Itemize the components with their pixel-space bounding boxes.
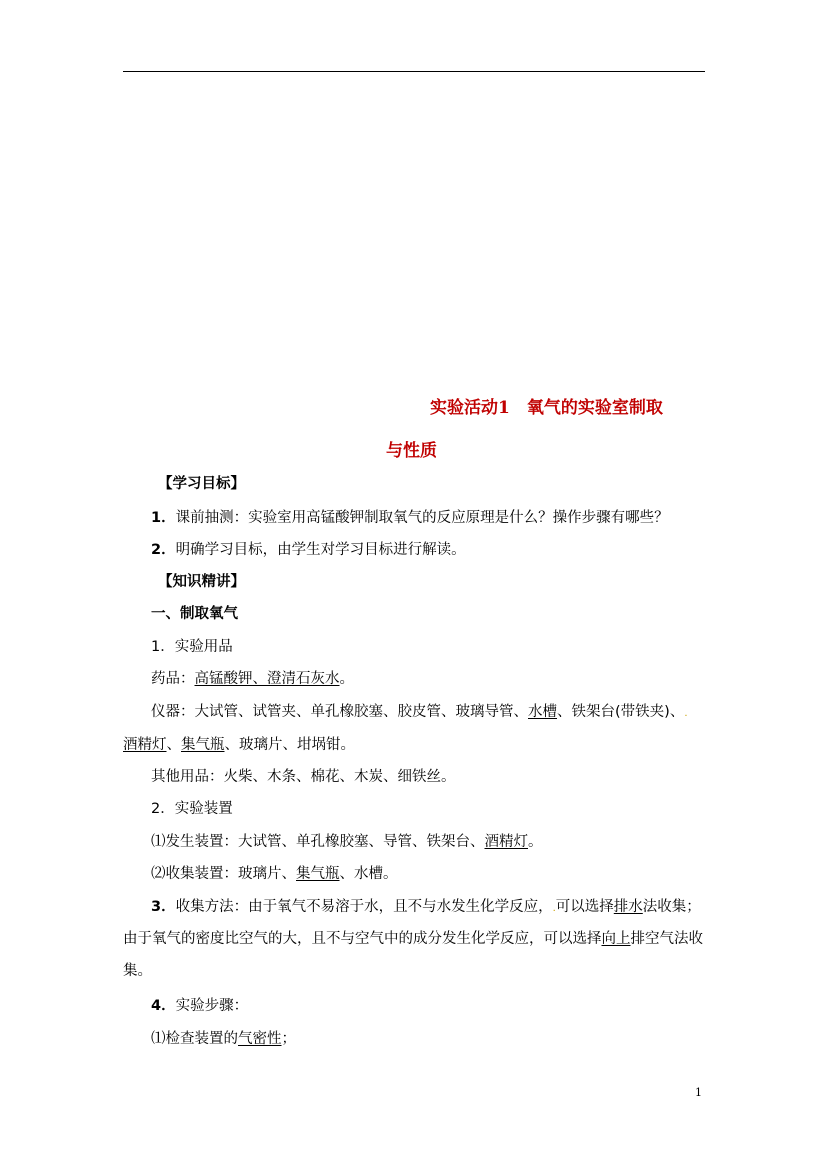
step-1: [151, 1029, 296, 1049]
instruments-answer-1: 水槽: [528, 704, 557, 720]
item-4-text: 实验步骤：: [175, 998, 249, 1014]
instruments-line-2: [123, 735, 355, 755]
instruments-answer-2: 酒精灯: [123, 737, 167, 753]
page-number: 1: [695, 1086, 702, 1099]
goal-2-number: 2．: [151, 542, 176, 558]
drugs-line: [151, 669, 354, 689]
item-4-number: 4．: [151, 998, 176, 1014]
item-3-answer-2: 向上: [601, 931, 631, 947]
goal-1: [151, 508, 669, 528]
part-1-heading: 一、制取氧气: [151, 606, 238, 622]
header-rule: [123, 71, 705, 72]
drugs-end: 。: [339, 671, 354, 687]
step-1-end: ；: [281, 1031, 296, 1047]
step-1-label: ⑴检查装置的: [151, 1031, 238, 1047]
item-3-line-1: [151, 897, 701, 919]
goal-2: [151, 540, 466, 560]
item-4: [151, 996, 248, 1016]
generator-answer: 酒精灯: [484, 834, 528, 850]
step-1-answer: 气密性: [238, 1031, 282, 1047]
item-3-number: 3．: [151, 899, 176, 915]
instruments-answer-3: 集气瓶: [181, 737, 225, 753]
generator-line: [151, 832, 543, 852]
stray-mark: .: [552, 903, 556, 914]
instruments-label: 仪器：大试管、试管夹、单孔橡胶塞、胶皮管、玻璃导管、: [151, 704, 528, 720]
item-3-text-a: 收集方法：由于氧气不易溶于水，且不与水发生化学反应，: [175, 899, 553, 915]
item-3-text-c: 法收集；: [642, 899, 701, 915]
collector-end: 、水槽。: [339, 866, 398, 882]
generator-end: 。: [528, 834, 543, 850]
drugs-answer: 高锰酸钾、澄清石灰水: [194, 671, 340, 687]
knowledge-heading: 【知识精讲】: [158, 574, 245, 590]
title-line-2: 与性质: [386, 441, 437, 461]
title-line-1: 实验活动1 氧气的实验室制取: [430, 398, 663, 418]
item-3-text-b: 可以选择: [555, 899, 614, 915]
instruments-sep: 、: [166, 737, 181, 753]
goal-1-number: 1．: [151, 510, 176, 526]
item-3-line-3: 集。: [123, 963, 152, 979]
instruments-end: 、玻璃片、坩埚钳。: [224, 737, 355, 753]
goal-2-text: 明确学习目标，由学生对学习目标进行解读。: [175, 542, 466, 558]
item-3-line-2-a: 由于氧气的密度比空气的大，且不与空气中的成分发生化学反应，可以选择: [123, 931, 602, 947]
item-3-line-2-b: 排空气法收: [630, 931, 703, 947]
item-3-line-2: [123, 929, 703, 949]
instruments-mid: 、铁架台(带铁夹)、: [557, 704, 685, 720]
item-2: 2．实验装置: [151, 801, 233, 817]
stray-mark: .: [684, 708, 688, 719]
goal-1-text: 课前抽测：实验室用高锰酸钾制取氧气的反应原理是什么？操作步骤有哪些？: [175, 510, 669, 526]
item-3-answer-1: 排水: [613, 899, 643, 915]
collector-line: [151, 864, 398, 884]
other-items: 其他用品：火柴、木条、棉花、木炭、细铁丝。: [151, 769, 456, 785]
collector-label: ⑵收集装置：玻璃片、: [151, 866, 296, 882]
goals-heading: 【学习目标】: [158, 476, 245, 492]
instruments-line-1: [151, 702, 688, 724]
collector-answer: 集气瓶: [296, 866, 340, 882]
item-1: 1．实验用品: [151, 639, 233, 655]
drugs-label: 药品：: [151, 671, 195, 687]
generator-label: ⑴发生装置：大试管、单孔橡胶塞、导管、铁架台、: [151, 834, 485, 850]
